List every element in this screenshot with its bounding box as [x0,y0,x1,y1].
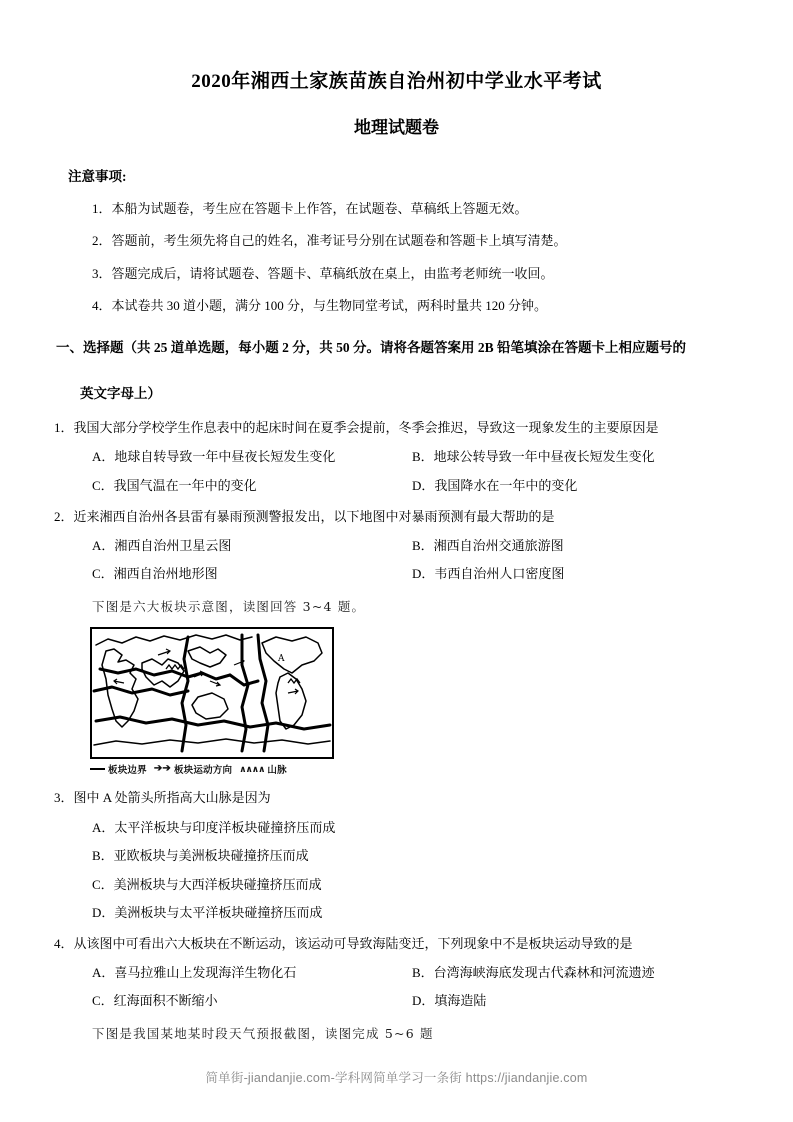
page-footer: 简单街-jiandanjie.com-学科网简单学习一条街 https://jiandanjie.com [205,1071,588,1085]
option-row [52,847,741,865]
question-options [52,537,741,583]
question-options [52,964,741,1010]
option-a[interactable]: A．太平洋板块与印度洋板块碰撞挤压而成 [92,819,336,835]
legend-item-boundary [90,762,147,776]
notice-heading: 注意事项: [68,168,127,184]
question-text: 我国大部分学校学生作息表中的起床时间在夏季会提前，冬季会推迟，导致这一现象发生的主要原因是 [73,420,659,436]
option-row [52,565,741,583]
option-c[interactable]: C．我国气温在一年中的变化 [92,477,257,493]
question-stem [54,789,741,807]
legend-label-movement: 板块运动方向 [173,766,233,777]
option-c[interactable]: C．红海面积不断缩小 [92,993,218,1009]
question-stem [54,419,741,437]
option-d[interactable]: D．韦西自治州人口密度图 [412,566,565,582]
section-heading-line1: 一、选择题（共 25 道单选题，每小题 2 分，共 50 分。请将各题答案用 2B 铅笔填涂在答题卡上相应题号的 [56,339,687,355]
section-heading [52,315,741,406]
question-stem [54,508,741,526]
option-row [52,992,741,1010]
legend-item-mountain [239,762,287,776]
legend-label-boundary: 板块边界 [108,766,147,777]
option-b[interactable]: B．地球公转导致一年中昼夜长短发生变化 [412,449,655,465]
legend-label-mountain: 山脉 [267,766,287,777]
svg-text:A: A [278,654,285,665]
question-number: 2． [54,508,74,524]
question-2 [52,508,741,583]
question-4 [52,935,741,1010]
question-text: 近来湘西自治州各县雷有暴雨预测警报发出，以下地图中对暴雨预测有最大帮助的是 [73,508,555,524]
plate-boundary-line-icon [90,768,105,770]
question-number: 3． [54,790,74,806]
legend-item-movement [154,762,232,776]
option-b[interactable]: B．湘西自治州交通旅游图 [412,537,564,553]
question-options [52,819,741,922]
option-c[interactable]: C．湘西自治州地形图 [92,566,218,582]
section-heading-line2: 英文字母上） [80,385,161,401]
page-subtitle: 地理试题卷 [354,117,439,137]
question-number: 1． [54,420,74,436]
option-b[interactable]: B．台湾海峡海底发现古代森林和河流遗迹 [412,964,655,980]
double-arrow-icon: ➔➔ [153,763,171,775]
world-plate-map-image [90,627,334,759]
option-c[interactable]: C．美洲板块与大西洋板块碰撞挤压而成 [92,876,322,892]
option-d[interactable]: D．美洲板块与太平洋板块碰撞挤压而成 [92,905,323,921]
question-1 [52,419,741,494]
mountain-range-icon: ∧∧∧∧ [239,763,265,774]
option-d[interactable]: D．我国降水在一年中的变化 [412,477,578,493]
option-row [52,964,741,982]
option-row [52,537,741,555]
question-3 [52,789,741,921]
notice-item: 4．本试卷共 30 道小题，满分 100 分，与生物同堂考试，两科时量共 120 分钟。 [92,298,548,314]
question-text: 图中 A 处箭头所指高大山脉是因为 [73,790,271,806]
figure-1-caption: 下图是六大板块示意图，读图回答 3~4 题。 [92,598,366,614]
option-row [52,876,741,894]
option-row [52,448,741,466]
option-row [52,904,741,922]
option-d[interactable]: D．填海造陆 [412,993,487,1009]
page-title: 2020年湘西土家族苗族自治州初中学业水平考试 [191,71,602,92]
notice-list [52,200,741,315]
option-a[interactable]: A．湘西自治州卫星云图 [92,537,232,553]
question-stem [54,935,741,953]
notice-item: 3．答题完成后，请将试题卷、答题卡、草稿纸放在桌上，由监考老师统一收回。 [92,265,554,281]
option-a[interactable]: A．地球自转导致一年中昼夜长短发生变化 [92,449,336,465]
question-options [52,448,741,494]
option-row [52,477,741,495]
option-row [52,819,741,837]
figure-2-caption: 下图是我国某地某时段天气预报截图，读图完成 5~6 题 [92,1025,434,1041]
option-a[interactable]: A．喜马拉雅山上发现海洋生物化石 [92,964,297,980]
question-text: 从该图中可看出六大板块在不断运动，该运动可导致海陆变迁，下列现象中不是板块运动导致的是 [73,935,633,951]
notice-item: 1．本船为试题卷，考生应在答题卡上作答，在试题卷、草稿纸上答题无效。 [92,200,528,216]
map-legend [90,762,334,776]
option-b[interactable]: B．亚欧板块与美洲板块碰撞挤压而成 [92,848,309,864]
figure-1 [52,627,741,776]
notice-item: 2．答题前，考生须先将自己的姓名，准考证号分别在试题卷和答题卡上填写清楚。 [92,233,567,249]
question-number: 4． [54,935,74,951]
